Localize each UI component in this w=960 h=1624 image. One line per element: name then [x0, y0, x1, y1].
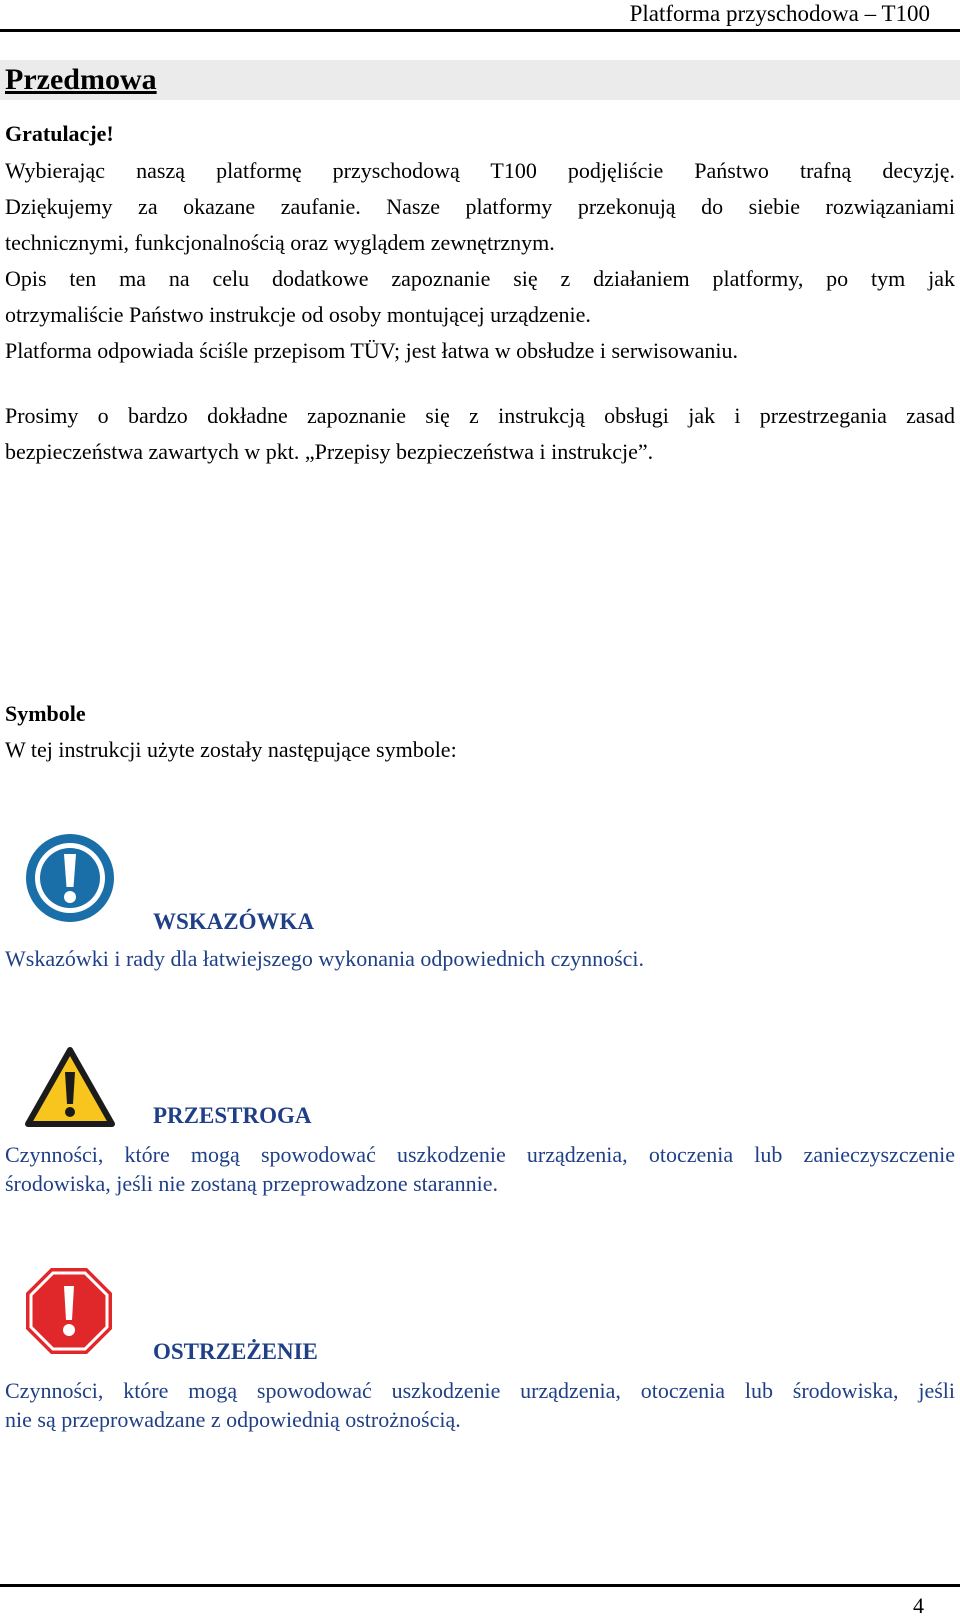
intro-line: Wybierając naszą platformę przyschodową T100 podjęliście Państwo trafną decyzję.	[5, 158, 955, 183]
warning-desc-line: nie są przeprowadzane z odpowiednią ostrożnością.	[5, 1407, 461, 1432]
section-title: Przedmowa	[5, 63, 157, 96]
caution-symbol-description	[5, 1140, 955, 1198]
intro-line: Platforma odpowiada ściśle przepisom TÜV; jest łatwa w obsłudze i serwisowaniu.	[5, 338, 738, 363]
warning-triangle-icon	[24, 1046, 116, 1133]
info-exclamation-circle-icon	[24, 832, 116, 929]
request-line: bezpieczeństwa zawartych w pkt. „Przepisy bezpieczeństwa i instrukcje”.	[5, 439, 654, 464]
running-header-title: Platforma przyschodowa – T100	[629, 1, 930, 26]
intro-line: Dziękujemy za okazane zaufanie. Nasze platformy przekonują do siebie rozwiązaniami	[5, 194, 955, 219]
congratulations-heading: Gratulacje!	[5, 121, 114, 146]
hint-symbol-description	[5, 944, 955, 973]
danger-octagon-icon	[24, 1266, 114, 1361]
warning-symbol-description	[5, 1376, 955, 1434]
hint-symbol-title: WSKAZÓWKA	[153, 909, 315, 934]
page-number: 4	[913, 1593, 924, 1618]
request-line: Prosimy o bardzo dokładne zapoznanie się z instrukcją obsługi jak i przestrzegania zasad	[5, 403, 955, 428]
safety-request-paragraph	[5, 398, 955, 470]
symbols-heading: Symbole	[5, 701, 86, 726]
header-rule	[0, 29, 960, 32]
caution-desc-line: Czynności, które mogą spowodować uszkodzenie urządzenia, otoczenia lub zanieczyszczenie	[5, 1142, 955, 1167]
warning-desc-line: Czynności, które mogą spowodować uszkodzenie urządzenia, otoczenia lub środowiska, jeśli	[5, 1378, 955, 1403]
warning-symbol-title: OSTRZEŻENIE	[153, 1339, 318, 1364]
intro-paragraph	[5, 153, 955, 369]
hint-desc-line: Wskazówki i rady dla łatwiejszego wykonania odpowiednich czynności.	[5, 946, 645, 971]
caution-desc-line: środowiska, jeśli nie zostaną przeprowadzone starannie.	[5, 1171, 498, 1196]
caution-symbol-title: PRZESTROGA	[153, 1103, 312, 1128]
symbols-intro: W tej instrukcji użyte zostały następujące symbole:	[5, 737, 457, 762]
intro-line: technicznymi, funkcjonalnością oraz wyglądem zewnętrznym.	[5, 230, 555, 255]
footer-rule	[0, 1584, 960, 1587]
intro-line: Opis ten ma na celu dodatkowe zapoznanie się z działaniem platformy, po tym jak	[5, 266, 955, 291]
intro-line: otrzymaliście Państwo instrukcje od osoby montującej urządzenie.	[5, 302, 591, 327]
